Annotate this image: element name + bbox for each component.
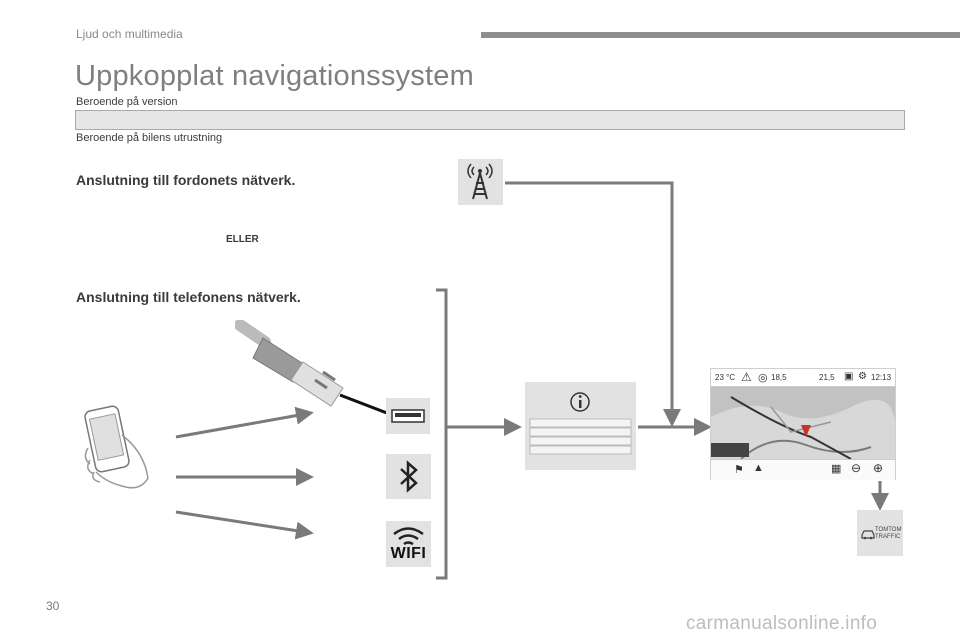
zoom-out-icon: ⊖ (851, 461, 862, 475)
traffic-line-1: TOMTOM (875, 527, 902, 533)
car-icon (860, 528, 876, 540)
connection-bracket (436, 290, 446, 578)
info-screen (525, 382, 636, 470)
warning-icon: ⚠ (741, 370, 752, 384)
nav-toolbar (711, 459, 895, 480)
page-number: 30 (46, 599, 60, 613)
target-icon: ◎ (758, 372, 768, 384)
fuel-icon: ▣ (844, 371, 854, 382)
north-arrow-icon: ▲ (753, 462, 764, 474)
nav-temperature: 23 °C (715, 373, 736, 382)
or-label: ELLER (226, 234, 259, 245)
equipment-note: Beroende på bilens utrustning (76, 132, 223, 144)
bluetooth-tile (386, 454, 431, 499)
phone-network-heading: Anslutning till telefonens nätverk. (76, 289, 301, 305)
version-note: Beroende på version (76, 96, 178, 108)
page-title: Uppkopplat navigationssystem (75, 60, 474, 92)
bluetooth-icon (386, 454, 431, 499)
map-view-icon: ▦ (831, 463, 842, 475)
wifi-tile (386, 521, 431, 567)
traffic-line-2: TRAFFIC (875, 534, 901, 540)
settings-icon: ⚙ (858, 371, 867, 382)
traffic-badge (857, 510, 903, 556)
nav-map (711, 387, 895, 459)
nav-time: 12:13 (871, 373, 892, 382)
usb-port-icon (386, 398, 430, 434)
nav-screen (710, 368, 896, 480)
flag-icon: ⚑ (734, 464, 744, 476)
cell-tower-tile (458, 159, 503, 205)
nav-value-2: 21,5 (819, 373, 835, 382)
wifi-text: WIFI (390, 545, 427, 562)
zoom-in-icon: ⊕ (873, 461, 884, 475)
phone-arrow-wifi (176, 512, 305, 532)
usb-port-tile (386, 398, 430, 434)
watermark: carmanualsonline.info (686, 613, 878, 634)
vehicle-network-heading: Anslutning till fordonets nätverk. (76, 172, 296, 188)
nav-status-bar (711, 369, 895, 387)
nav-value-1: 18,5 (771, 373, 787, 382)
section-label: Ljud och multimedia (76, 27, 183, 41)
cell-tower-icon (458, 159, 503, 205)
info-icon (525, 382, 636, 470)
smartphone-in-hand-icon (82, 400, 172, 500)
